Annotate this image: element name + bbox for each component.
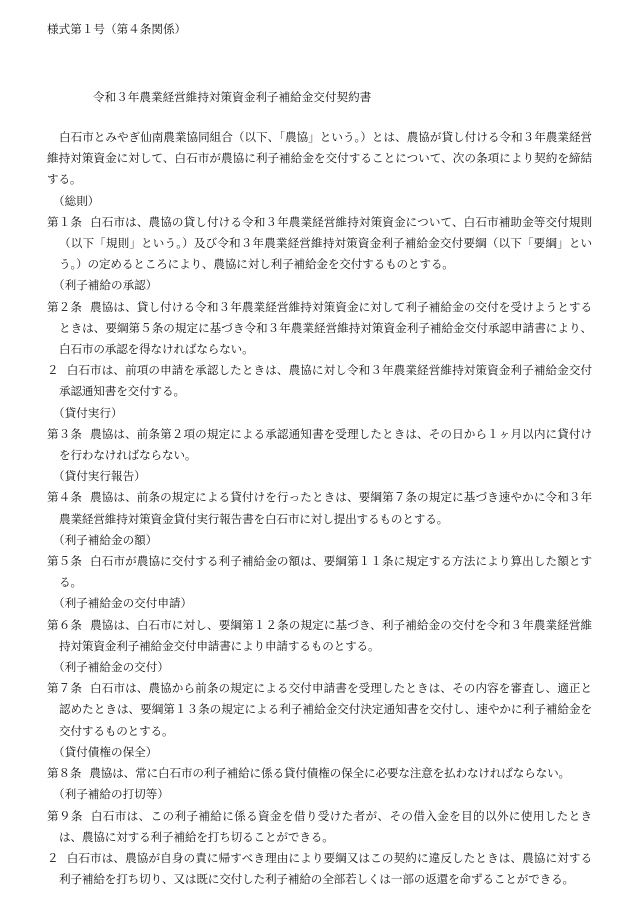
article-4	[47, 487, 592, 529]
document-title: 令和３年農業経営維持対策資金利子補給金交付契約書	[93, 90, 372, 104]
section-heading-loan-execution: （貸付実行）	[53, 405, 123, 420]
section-heading-execution-report: （貸付実行報告）	[53, 469, 146, 484]
article-9-paragraph-2	[47, 848, 592, 890]
article-number: 第７条	[47, 681, 83, 696]
article-text: 白石市は、農協から前条の規定による交付申請書を受理したときは、その内容を審査し、適正と認めたときは、要綱第１３条の規定による利子補給金交付決定通知書を交付し、速やかに利子補給金を交付するものとする。	[59, 681, 592, 738]
article-6	[47, 615, 592, 657]
article-9	[47, 806, 592, 848]
article-number: 第２条	[47, 299, 83, 314]
document-body	[47, 127, 592, 890]
section-heading-subsidy-grant: （利子補給金の交付）	[53, 660, 169, 675]
article-7	[47, 678, 592, 742]
article-text: 白石市が農協に交付する利子補給金の額は、要綱第１１条に規定する方法により算出した額とする。	[59, 554, 592, 590]
article-text: 農協は、白石市に対し、要綱第１２条の規定に基づき、利子補給金の交付を令和３年農業経営維持対策資金利子補給金交付申請書により申請するものとする。	[59, 617, 592, 653]
article-number: 第８条	[47, 766, 82, 781]
article-text: 白石市は、前項の申請を承認したときは、農協に対し令和３年農業経営維持対策資金利子補給金交付承認通知書を交付する。	[59, 363, 592, 399]
article-text: 農協は、常に白石市の利子補給に係る貸付債権の保全に必要な注意を払わなければならない。	[89, 766, 570, 781]
article-number: 第１条	[47, 214, 83, 229]
article-number: 第６条	[47, 617, 83, 632]
form-number: 様式第１号（第４条関係）	[47, 22, 187, 36]
article-2	[47, 297, 592, 361]
article-text: 白石市は、農協が自身の責に帰すべき理由により要綱又はこの契約に違反したときは、農協に対する利子補給を打ち切り、又は既に交付した利子補給の全部若しくは一部の返還を命ずることができる。	[59, 850, 592, 887]
article-number: 第９条	[47, 808, 83, 823]
article-text: 農協は、前条の規定による貸付けを行ったときは、要綱第７条の規定に基づき速やかに令和３年農業経営維持対策資金貸付実行報告書を白石市に対し提出するものとする。	[59, 490, 592, 526]
section-heading-termination: （利子補給の打切等）	[53, 787, 169, 802]
article-8	[47, 763, 592, 784]
article-1	[47, 212, 592, 276]
section-heading-subsidy-amount: （利子補給金の額）	[53, 532, 158, 547]
article-text: 白石市は、農協の貸し付ける令和３年農業経営維持対策資金について、白石市補助金等交付規則（以下「規則」という。）及び令和３年農業経営維持対策資金利子補給金交付要綱（以下「要綱」という。）の定めるところにより、農協に対し利子補給金を交付するものとする。	[59, 214, 592, 272]
intro-paragraph: 白石市とみやぎ仙南農業協同組合（以下、「農協」という。）とは、農協が貸し付ける令和３年農業経営維持対策資金に対して、白石市が農協に利子補給金を交付することについて、次の条項により契約を締結する。	[47, 130, 592, 187]
paragraph-number: ２	[47, 850, 59, 865]
paragraph-number: ２	[47, 363, 59, 378]
section-heading-approval: （利子補給の承認）	[53, 278, 158, 293]
article-2-paragraph-2	[47, 360, 592, 402]
article-text: 農協は、貸し付ける令和３年農業経営維持対策資金に対して利子補給金の交付を受けようとするときは、要綱第５条の規定に基づき令和３年農業経営維持対策資金利子補給金交付承認申請書により、白石市の承認を得なければならない。	[59, 299, 592, 357]
article-5	[47, 551, 592, 593]
section-heading-subsidy-application: （利子補給金の交付申請）	[53, 596, 193, 611]
article-text: 白石市は、この利子補給に係る資金を借り受けた者が、その借入金を目的以外に使用したときは、農協に対する利子補給を打ち切ることができる。	[59, 808, 592, 844]
article-number: 第５条	[47, 554, 83, 569]
section-heading-claim-preservation: （貸付債権の保全）	[53, 744, 158, 759]
article-text: 農協は、前条第２項の規定による承認通知書を受理したときは、その日から１ヶ月以内に貸付けを行わなければならない。	[59, 426, 592, 463]
section-heading-general: （総則）	[53, 193, 100, 208]
article-number: 第３条	[47, 426, 83, 441]
article-3	[47, 424, 592, 466]
article-number: 第４条	[47, 490, 83, 505]
